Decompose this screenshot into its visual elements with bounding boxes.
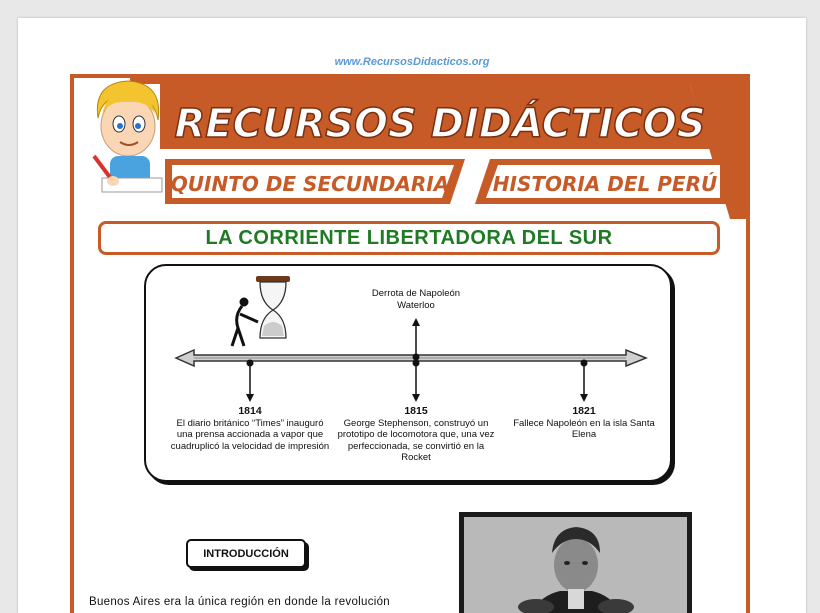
event-text: Fallece Napoleón en la isla Santa Elena [513, 417, 655, 440]
site-url[interactable]: www.RecursosDidacticos.org [334, 56, 490, 68]
marker-1815-top [413, 354, 420, 361]
grade-label: QUINTO DE SECUNDARIA [170, 172, 450, 196]
timeline-event-1821 [512, 406, 656, 441]
marker-1815 [413, 360, 420, 367]
timeline-arrow [176, 350, 646, 366]
event-text: El diario británico “Times” inauguró una prensa accionada a vapor que cuadruplicó la velocidad de impresión [170, 417, 330, 452]
top-event-label: Derrota de Napoleón Waterloo [371, 288, 461, 311]
brand-title: RECURSOS DIDÁCTICOS [174, 101, 706, 147]
portrait-figure [464, 517, 687, 613]
event-year: 1815 [404, 405, 428, 417]
hourglass-icon [256, 276, 290, 338]
event-year: 1814 [238, 405, 262, 417]
marker-1821 [581, 360, 588, 367]
stick-figure-icon [232, 298, 258, 346]
subject-label: HISTORIA DEL PERÚ [492, 172, 718, 196]
header-banner [70, 74, 750, 219]
timeline-panel [144, 264, 672, 482]
event-year: 1821 [572, 405, 596, 417]
intro-paragraph: Buenos Aires era la única región en donde la revolución [89, 596, 390, 608]
document-page [18, 18, 806, 613]
portrait-image [459, 512, 692, 613]
section-label-introduccion: INTRODUCCIÓN [186, 539, 306, 568]
kid-illustration [94, 81, 162, 192]
marker-1814 [247, 360, 254, 367]
worksheet-title: LA CORRIENTE LIBERTADORA DEL SUR [98, 221, 720, 255]
timeline-event-1815 [334, 406, 498, 464]
event-text: George Stephenson, construyó un prototipo de locomotora que, una vez perfeccionada, se convirtió en la Rocket [337, 417, 495, 463]
timeline-event-1814 [168, 406, 332, 452]
